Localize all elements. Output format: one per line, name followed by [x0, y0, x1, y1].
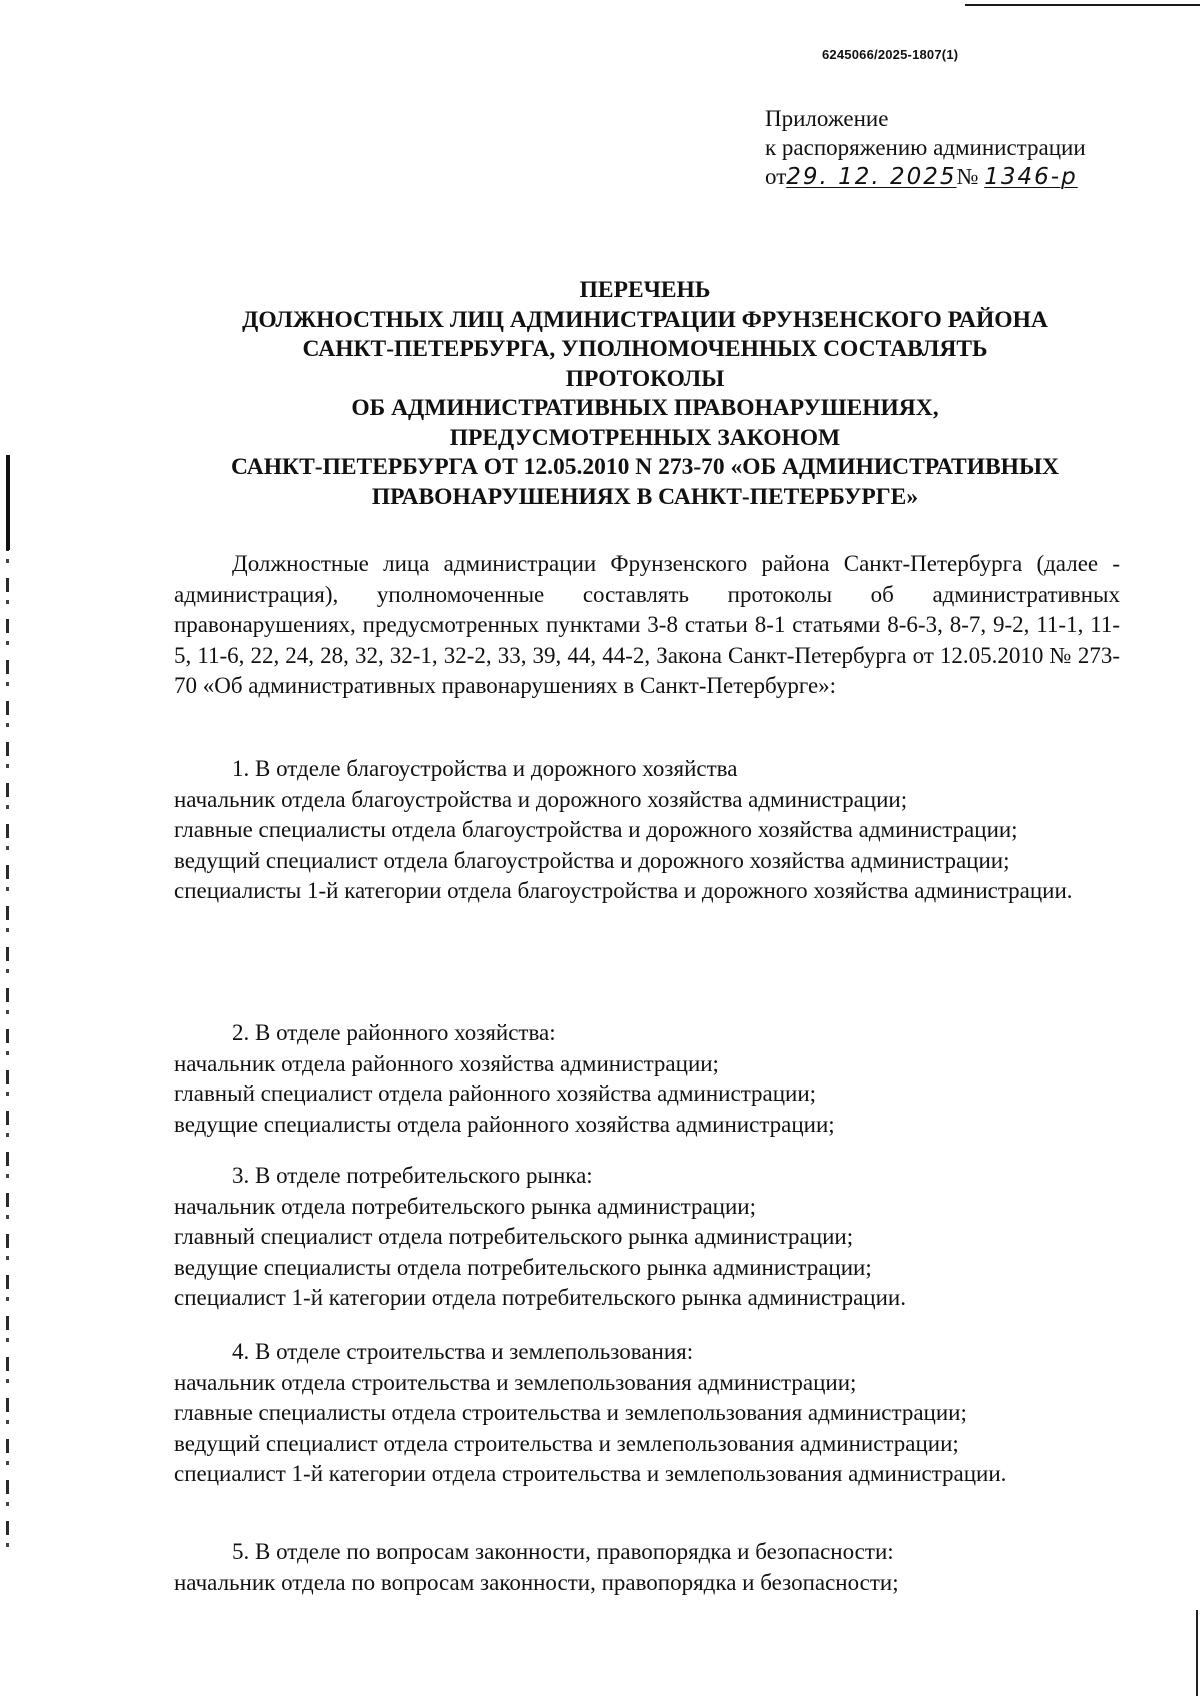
list-item: специалист 1-й категории отдела потребительского рынка администрации.: [174, 1285, 906, 1310]
right-scan-edge: [1196, 1610, 1198, 1696]
title-line: САНКТ-ПЕТЕРБУРГА, УПОЛНОМОЧЕННЫХ СОСТАВЛЯТЬ: [302, 336, 988, 362]
list-item: ведущие специалисты отдела районного хозяйства администрации;: [174, 1111, 835, 1137]
handwritten-date: 29. 12. 2025: [786, 164, 957, 190]
list-item: специалисты 1-й категории отдела благоустройства и дорожного хозяйства администрации.: [174, 878, 1073, 903]
handwritten-order-number: 1346-р: [984, 164, 1078, 190]
section-consumer-market: [174, 1161, 1120, 1314]
title-line: ПЕРЕЧЕНЬ: [579, 277, 711, 303]
list-item: главные специалисты отдела строительства и землепользования администрации;: [174, 1400, 967, 1425]
appendix-date-number-line: [765, 162, 1086, 192]
list-item: начальник отдела строительства и землепользования администрации;: [174, 1369, 857, 1395]
appendix-label: Приложение: [765, 106, 889, 131]
list-item: начальник отдела потребительского рынка администрации;: [174, 1193, 756, 1219]
section-district-economy: [174, 1018, 1120, 1140]
section-landscaping-roads: [174, 754, 1120, 907]
intro-paragraph: Должностные лица администрации Фрунзенского района Санкт-Петербурга (далее - администрация), уполномоченные составлять протоколы об административных правонарушениях, предусмотренных пунктами 3-8 статьи 8-1 статьями 8-6-3, 8-7, 9-2, 11-1, 11-5, 11-6, 22, 24, 28, 32, 32-1, 32-2, 33, 39, 44, 44-2, Закона Санкт-Петербурга от 12.05.2010 № 273-70 «Об административных правонарушениях в Санкт-Петербурге»:: [174, 551, 1120, 698]
document-number: 6245066/2025-1807(1): [822, 47, 959, 62]
section-heading: 5. В отделе по вопросам законности, правопорядка и безопасности:: [232, 1539, 894, 1564]
list-item: начальник отдела благоустройства и дорожного хозяйства администрации;: [174, 786, 908, 812]
list-item: главный специалист отдела потребительского рынка администрации;: [174, 1224, 854, 1249]
left-scan-edge-mark: [6, 455, 10, 550]
title-line: ДОЛЖНОСТНЫХ ЛИЦ АДМИНИСТРАЦИИ ФРУНЗЕНСКОГО РАЙОНА: [242, 306, 1048, 333]
title-line: САНКТ-ПЕТЕРБУРГА ОТ 12.05.2010 N 273-70 «ОБ АДМИНИСТРАТИВНЫХ: [231, 454, 1059, 480]
left-scan-edge: [6, 455, 9, 1555]
list-item: главный специалист отдела районного хозяйства администрации;: [174, 1081, 817, 1106]
section-heading: 2. В отделе районного хозяйства:: [232, 1020, 556, 1045]
list-item: начальник отдела по вопросам законности, правопорядка и безопасности;: [174, 1569, 899, 1595]
section-heading: 4. В отделе строительства и землепользования:: [232, 1339, 694, 1364]
list-item: ведущий специалист отдела строительства и землепользования администрации;: [174, 1430, 959, 1456]
section-heading: 1. В отделе благоустройства и дорожного хозяйства: [232, 756, 738, 781]
list-item: ведущий специалист отдела благоустройства и дорожного хозяйства администрации;: [174, 847, 1010, 873]
appendix-number-prefix: №: [956, 164, 979, 189]
section-legality-security: [174, 1537, 1120, 1598]
document-title: [150, 276, 1140, 512]
list-item: ведущие специалисты отдела потребительского рынка администрации;: [174, 1254, 872, 1280]
title-line: ОБ АДМИНИСТРАТИВНЫХ ПРАВОНАРУШЕНИЯХ,: [351, 395, 939, 421]
appendix-block: [765, 104, 1086, 192]
section-construction-land-use: [174, 1337, 1120, 1490]
list-item: начальник отдела районного хозяйства администрации;: [174, 1050, 719, 1076]
title-line: ПРАВОНАРУШЕНИЯХ В САНКТ-ПЕТЕРБУРГЕ»: [371, 483, 919, 510]
appendix-order-reference: к распоряжению администрации: [765, 135, 1086, 160]
title-line: ПРОТОКОЛЫ: [565, 365, 725, 392]
title-line: ПРЕДУСМОТРЕННЫХ ЗАКОНОМ: [449, 424, 841, 451]
appendix-date-prefix: от: [765, 164, 787, 189]
top-scan-rule: [965, 4, 1200, 6]
list-item: главные специалисты отдела благоустройства и дорожного хозяйства администрации;: [174, 817, 1018, 842]
list-item: специалист 1-й категории отдела строительства и землепользования администрации.: [174, 1461, 1007, 1486]
section-heading: 3. В отделе потребительского рынка:: [232, 1163, 593, 1188]
